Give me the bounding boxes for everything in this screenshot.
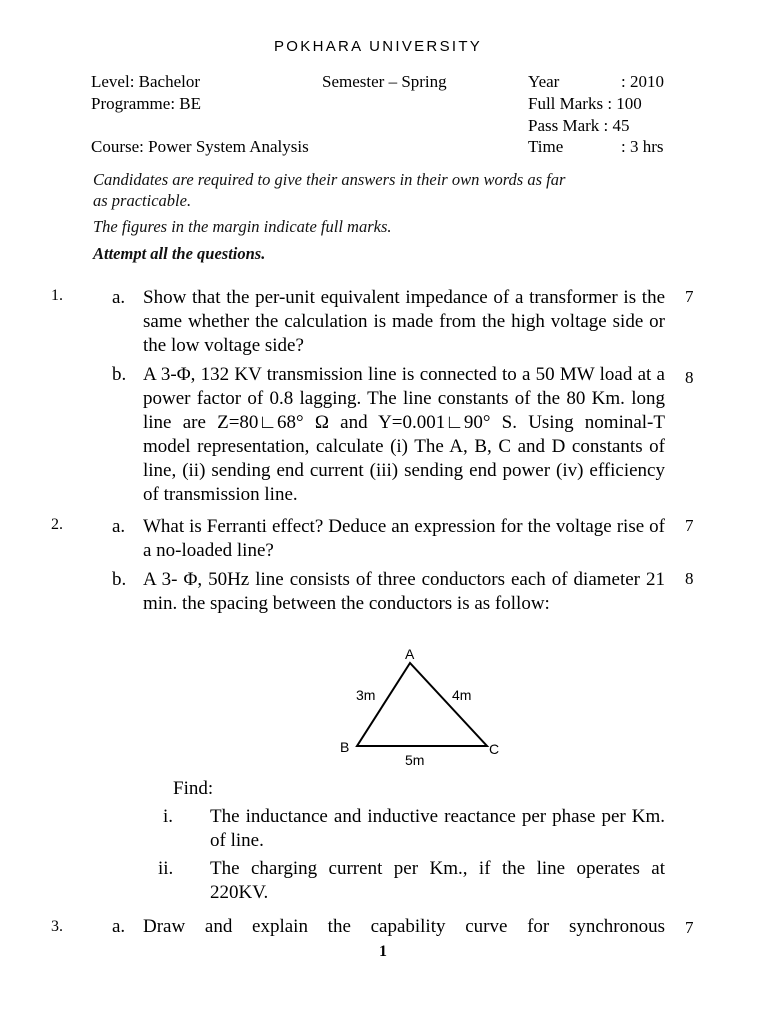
subquestion-label: a.	[112, 916, 126, 937]
find-item-label: ii.	[158, 858, 174, 879]
attempt-all-instruction: Attempt all the questions.	[93, 244, 266, 263]
instruction-line: as practicable.	[93, 191, 192, 210]
university-title: POKHARA UNIVERSITY	[274, 38, 483, 55]
vertex-label-b: B	[340, 739, 350, 755]
side-label-ac: 4m	[452, 687, 472, 703]
course: Course: Power System Analysis	[91, 137, 309, 156]
marks: 8	[685, 569, 694, 588]
question-text: A 3-Φ, 132 KV transmission line is connected to a 50 MW load at a power factor of 0.8 lagging. The line constants of the 80 Km. long line are Z=80∟68° Ω and Y=0.001∟90° S. Using nominal-T model representation, calculate (i) The A, B, C and D constants of line, (ii) sending end current (iii) sending end power (iv) efficiency of transmission line.	[143, 364, 665, 505]
full-marks: Full Marks : 100	[528, 94, 642, 113]
year-value: : 2010	[621, 72, 664, 91]
vertex-label-a: A	[405, 646, 415, 662]
find-item-text: The inductance and inductive reactance per phase per Km. of line.	[210, 806, 665, 851]
instruction-line: Candidates are required to give their answers in their own words as far	[93, 170, 566, 189]
subquestion-label: b.	[112, 364, 127, 385]
instruction-line: The figures in the margin indicate full marks.	[93, 217, 392, 236]
marks: 8	[685, 368, 694, 387]
marks: 7	[685, 918, 694, 937]
programme: Programme: BE	[91, 94, 202, 113]
time-label: Time	[528, 137, 564, 156]
page-number: 1	[379, 943, 387, 960]
marks: 7	[685, 516, 694, 535]
pass-mark: Pass Mark : 45	[528, 116, 630, 135]
question-text: What is Ferranti effect? Deduce an expression for the voltage rise of a no-loaded line?	[143, 516, 665, 561]
question-text: A 3- Φ, 50Hz line consists of three conductors each of diameter 21 min. the spacing between the conductors is as follow:	[143, 569, 665, 614]
subquestion-label: a.	[112, 287, 126, 308]
question-number: 1.	[51, 287, 63, 304]
triangle-shape	[357, 663, 487, 746]
time-value: : 3 hrs	[621, 137, 664, 156]
question-number: 2.	[51, 516, 63, 533]
subquestion-label: b.	[112, 569, 127, 590]
semester: Semester – Spring	[322, 72, 447, 91]
subquestion-label: a.	[112, 516, 126, 537]
conductor-spacing-diagram	[330, 640, 530, 775]
level: Level: Bachelor	[91, 72, 201, 91]
find-item-text: The charging current per Km., if the line operates at 220KV.	[210, 858, 665, 903]
find-item-label: i.	[163, 806, 174, 827]
marks: 7	[685, 287, 694, 306]
vertex-label-c: C	[489, 741, 500, 757]
question-number: 3.	[51, 918, 63, 935]
find-heading: Find:	[173, 778, 214, 799]
question-text: Draw and explain the capability curve for synchronous	[143, 916, 665, 937]
side-label-ab: 3m	[356, 687, 376, 703]
question-text: Show that the per-unit equivalent impedance of a transformer is the same whether the calculation is made from the high voltage side or the low voltage side?	[143, 287, 665, 356]
side-label-bc: 5m	[405, 752, 425, 768]
year-label: Year	[528, 72, 560, 91]
